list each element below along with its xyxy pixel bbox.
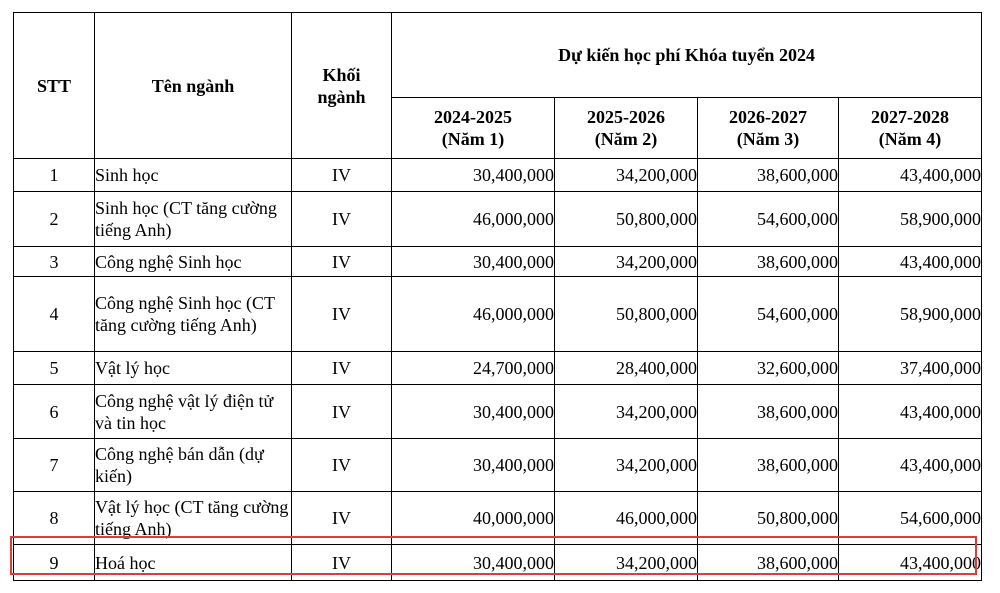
row-name: Vật lý học [95,352,292,385]
row-fee-year-1: 30,400,000 [392,159,555,192]
row-name: Sinh học (CT tăng cường tiếng Anh) [95,192,292,247]
row-name: Công nghệ vật lý điện tử và tin học [95,385,292,439]
row-fee-year-3: 38,600,000 [698,439,839,492]
table-row [14,439,982,492]
row-fee-year-3: 38,600,000 [698,247,839,277]
row-khoi: IV [292,159,392,192]
row-name: Công nghệ Sinh học (CT tăng cường tiếng Anh) [95,277,292,352]
row-fee-year-2: 46,000,000 [555,492,698,545]
year-range: 2026-2027 [729,107,807,127]
year-label: (Năm 1) [441,129,505,149]
table-row [14,277,982,352]
header-year-2 [555,98,698,159]
tuition-table [13,12,982,581]
table-row-highlighted [14,545,982,581]
row-name: Công nghệ Sinh học [95,247,292,277]
row-fee-year-3: 54,600,000 [698,277,839,352]
row-fee-year-2: 50,800,000 [555,277,698,352]
row-fee-year-1: 40,000,000 [392,492,555,545]
row-fee-year-3: 54,600,000 [698,192,839,247]
year-label: (Năm 3) [736,129,800,149]
row-fee-year-4: 43,400,000 [839,385,982,439]
header-year-1 [392,98,555,159]
year-label: (Năm 4) [878,129,942,149]
row-fee-year-4: 43,400,000 [839,545,982,581]
row-name: Sinh học [95,159,292,192]
header-year-3 [698,98,839,159]
row-fee-year-1: 30,400,000 [392,247,555,277]
row-stt: 9 [14,545,95,581]
row-name: Vật lý học (CT tăng cường tiếng Anh) [95,492,292,545]
row-stt: 1 [14,159,95,192]
row-fee-year-3: 38,600,000 [698,385,839,439]
table-row [14,385,982,439]
row-khoi: IV [292,439,392,492]
row-fee-year-1: 24,700,000 [392,352,555,385]
row-stt: 3 [14,247,95,277]
header-khoi-line1: Khối [322,64,361,85]
row-name: Hoá học [95,545,292,581]
row-fee-year-4: 43,400,000 [839,159,982,192]
header-stt: STT [14,13,95,159]
row-fee-year-4: 58,900,000 [839,277,982,352]
row-khoi: IV [292,192,392,247]
row-fee-year-2: 34,200,000 [555,159,698,192]
year-label: (Năm 2) [594,129,658,149]
row-fee-year-1: 30,400,000 [392,545,555,581]
row-stt: 8 [14,492,95,545]
row-fee-year-4: 43,400,000 [839,247,982,277]
table-row [14,159,982,192]
header-du-kien: Dự kiến học phí Khóa tuyển 2024 [392,13,982,98]
year-range: 2024-2025 [434,107,512,127]
row-khoi: IV [292,385,392,439]
table-row [14,352,982,385]
header-year-4 [839,98,982,159]
header-khoi-nganh [292,13,392,159]
row-fee-year-1: 46,000,000 [392,192,555,247]
row-fee-year-2: 34,200,000 [555,439,698,492]
table-row [14,192,982,247]
row-khoi: IV [292,247,392,277]
table-row [14,247,982,277]
row-fee-year-2: 34,200,000 [555,247,698,277]
row-fee-year-3: 50,800,000 [698,492,839,545]
row-stt: 7 [14,439,95,492]
row-stt: 2 [14,192,95,247]
row-fee-year-2: 50,800,000 [555,192,698,247]
header-ten-nganh: Tên ngành [95,13,292,159]
header-khoi-line2: ngành [317,86,366,107]
row-fee-year-3: 32,600,000 [698,352,839,385]
row-khoi: IV [292,492,392,545]
row-fee-year-4: 58,900,000 [839,192,982,247]
row-fee-year-1: 30,400,000 [392,439,555,492]
row-stt: 6 [14,385,95,439]
row-stt: 5 [14,352,95,385]
row-fee-year-4: 43,400,000 [839,439,982,492]
row-fee-year-2: 28,400,000 [555,352,698,385]
row-khoi: IV [292,352,392,385]
row-fee-year-3: 38,600,000 [698,545,839,581]
row-name: Công nghệ bán dẫn (dự kiến) [95,439,292,492]
year-range: 2027-2028 [871,107,950,127]
row-fee-year-4: 37,400,000 [839,352,982,385]
year-range: 2025-2026 [587,107,665,127]
row-stt: 4 [14,277,95,352]
row-fee-year-2: 34,200,000 [555,385,698,439]
row-fee-year-2: 34,200,000 [555,545,698,581]
table-row [14,492,982,545]
row-fee-year-1: 30,400,000 [392,385,555,439]
row-khoi: IV [292,545,392,581]
row-fee-year-3: 38,600,000 [698,159,839,192]
row-khoi: IV [292,277,392,352]
row-fee-year-1: 46,000,000 [392,277,555,352]
row-fee-year-4: 54,600,000 [839,492,982,545]
